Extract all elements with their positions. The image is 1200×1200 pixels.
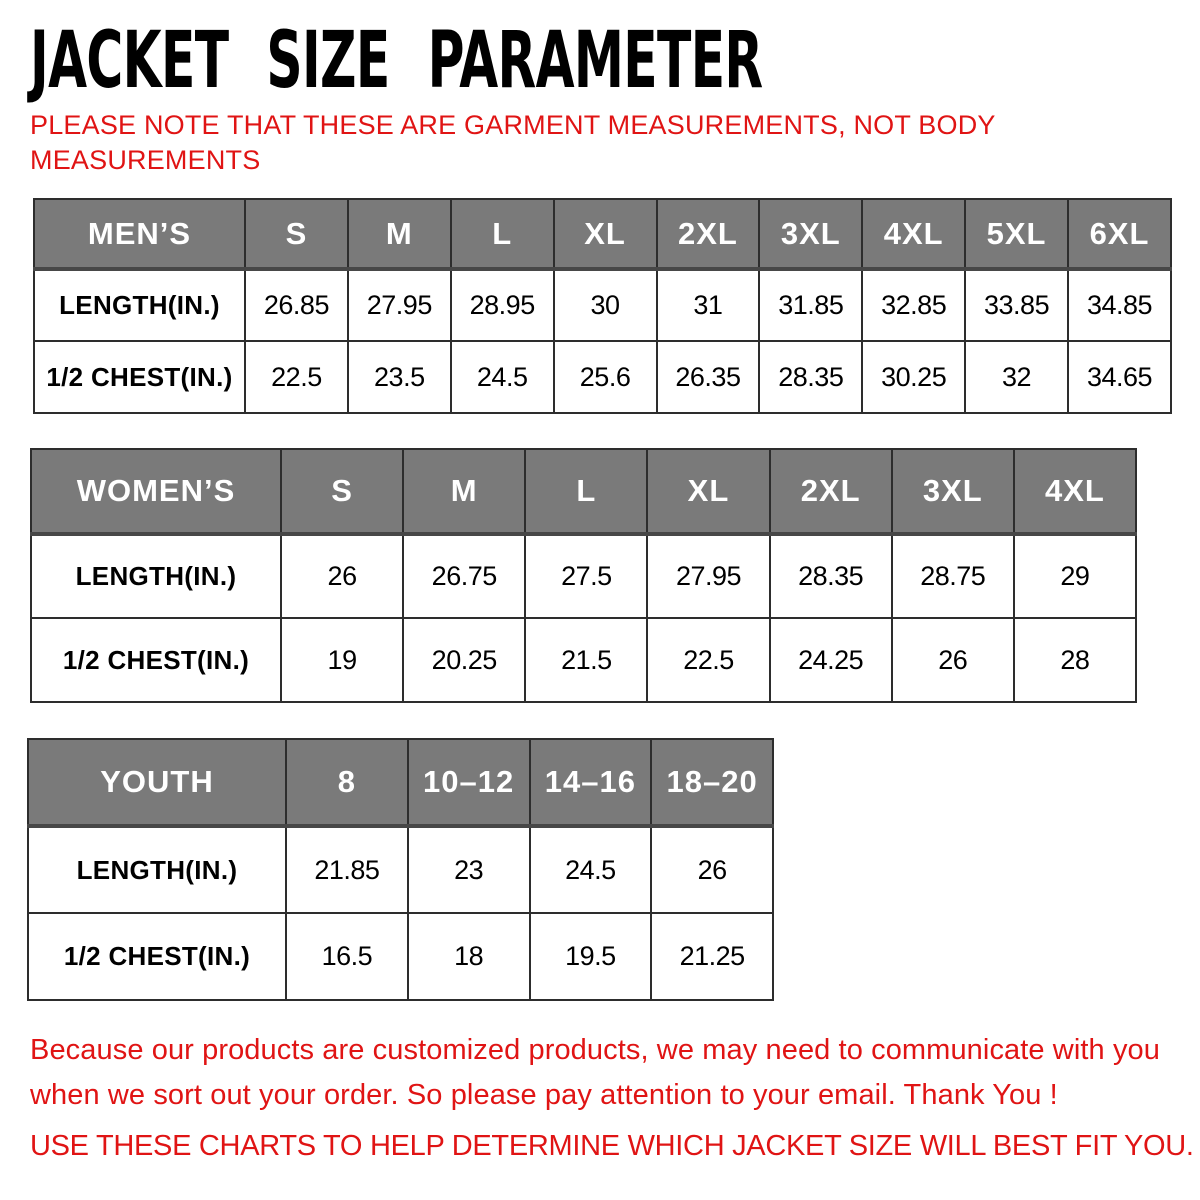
- customization-note-line-1: Because our products are customized products, we may need to communicate with you: [30, 1034, 1160, 1066]
- value-cell: 23: [408, 826, 530, 913]
- size-header-cell: 10–12: [408, 739, 530, 826]
- size-header-cell: 3XL: [759, 199, 862, 269]
- value-cell: 31.85: [759, 269, 862, 341]
- value-cell: 25.6: [554, 341, 657, 413]
- measurement-note-line-1: PLEASE NOTE THAT THESE ARE GARMENT MEASUREMENTS, NOT BODY: [30, 110, 996, 140]
- value-cell: 26.85: [245, 269, 348, 341]
- value-cell: 21.85: [286, 826, 408, 913]
- value-cell: 19: [281, 618, 403, 702]
- value-cell: 19.5: [530, 913, 652, 1000]
- customization-note-line-2: when we sort out your order. So please pay attention to your email. Thank You !: [30, 1079, 1058, 1111]
- value-cell: 30.25: [862, 341, 965, 413]
- row-label-cell: LENGTH(IN.): [31, 534, 281, 618]
- value-cell: 32.85: [862, 269, 965, 341]
- value-cell: 18: [408, 913, 530, 1000]
- size-header-cell: L: [525, 449, 647, 534]
- value-cell: 16.5: [286, 913, 408, 1000]
- value-cell: 22.5: [647, 618, 769, 702]
- value-cell: 27.95: [348, 269, 451, 341]
- value-cell: 20.25: [403, 618, 525, 702]
- value-cell: 28.35: [770, 534, 892, 618]
- value-cell: 28.75: [892, 534, 1014, 618]
- value-cell: 28: [1014, 618, 1136, 702]
- group-header-cell: YOUTH: [28, 739, 286, 826]
- value-cell: 29: [1014, 534, 1136, 618]
- value-cell: 24.5: [530, 826, 652, 913]
- header-row: [34, 199, 1171, 269]
- size-header-cell: 4XL: [1014, 449, 1136, 534]
- size-header-cell: S: [245, 199, 348, 269]
- size-header-cell: 4XL: [862, 199, 965, 269]
- value-cell: 21.25: [651, 913, 773, 1000]
- size-header-cell: 8: [286, 739, 408, 826]
- value-cell: 28.95: [451, 269, 554, 341]
- table-row: [31, 534, 1136, 618]
- value-cell: 24.25: [770, 618, 892, 702]
- value-cell: 26: [281, 534, 403, 618]
- value-cell: 26: [892, 618, 1014, 702]
- value-cell: 21.5: [525, 618, 647, 702]
- value-cell: 28.35: [759, 341, 862, 413]
- row-label-cell: LENGTH(IN.): [34, 269, 245, 341]
- value-cell: 34.85: [1068, 269, 1171, 341]
- measurement-note-line-2: MEASUREMENTS: [30, 145, 261, 175]
- table-row: [34, 269, 1171, 341]
- size-header-cell: 6XL: [1068, 199, 1171, 269]
- womens-size-table: [30, 448, 1137, 703]
- size-header-cell: M: [403, 449, 525, 534]
- table-row: [28, 913, 773, 1000]
- size-header-cell: M: [348, 199, 451, 269]
- value-cell: 26: [651, 826, 773, 913]
- customization-note: [30, 1028, 1160, 1118]
- value-cell: 31: [657, 269, 760, 341]
- youth-size-table: [27, 738, 774, 1001]
- table-row: [28, 826, 773, 913]
- page-title: JACKET SIZE PARAMETER: [30, 16, 763, 106]
- value-cell: 26.35: [657, 341, 760, 413]
- value-cell: 26.75: [403, 534, 525, 618]
- value-cell: 27.95: [647, 534, 769, 618]
- group-header-cell: WOMEN’S: [31, 449, 281, 534]
- header-row: [28, 739, 773, 826]
- row-label-cell: 1/2 CHEST(IN.): [34, 341, 245, 413]
- row-label-cell: LENGTH(IN.): [28, 826, 286, 913]
- fit-advice-note: USE THESE CHARTS TO HELP DETERMINE WHICH JACKET SIZE WILL BEST FIT YOU.: [30, 1130, 1194, 1162]
- row-label-cell: 1/2 CHEST(IN.): [28, 913, 286, 1000]
- table-row: [31, 618, 1136, 702]
- value-cell: 22.5: [245, 341, 348, 413]
- value-cell: 27.5: [525, 534, 647, 618]
- size-header-cell: L: [451, 199, 554, 269]
- value-cell: 34.65: [1068, 341, 1171, 413]
- header-row: [31, 449, 1136, 534]
- value-cell: 32: [965, 341, 1068, 413]
- size-header-cell: 2XL: [657, 199, 760, 269]
- size-header-cell: XL: [647, 449, 769, 534]
- size-header-cell: 18–20: [651, 739, 773, 826]
- size-header-cell: 3XL: [892, 449, 1014, 534]
- measurement-note: [30, 108, 996, 178]
- value-cell: 23.5: [348, 341, 451, 413]
- size-header-cell: XL: [554, 199, 657, 269]
- group-header-cell: MEN’S: [34, 199, 245, 269]
- size-header-cell: 2XL: [770, 449, 892, 534]
- mens-size-table: [33, 198, 1172, 414]
- row-label-cell: 1/2 CHEST(IN.): [31, 618, 281, 702]
- size-header-cell: 5XL: [965, 199, 1068, 269]
- value-cell: 33.85: [965, 269, 1068, 341]
- value-cell: 24.5: [451, 341, 554, 413]
- size-header-cell: 14–16: [530, 739, 652, 826]
- size-header-cell: S: [281, 449, 403, 534]
- value-cell: 30: [554, 269, 657, 341]
- table-row: [34, 341, 1171, 413]
